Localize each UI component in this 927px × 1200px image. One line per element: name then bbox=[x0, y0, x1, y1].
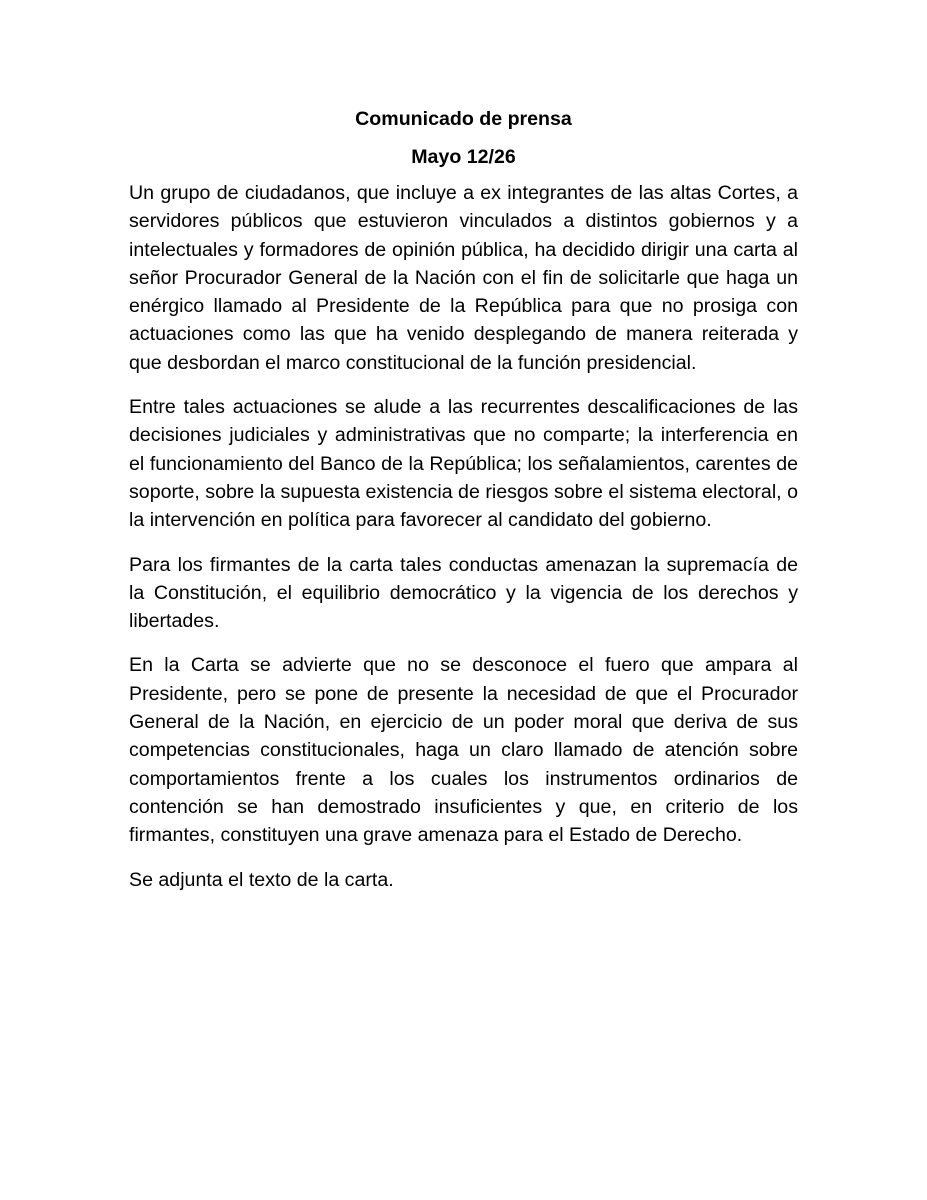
document-title: Comunicado de prensa bbox=[355, 108, 572, 130]
paragraph-2: Entre tales actuaciones se alude a las recurrentes descalificaciones de las decisiones judiciales y administrativas que no comparte; la interferencia en el funcionamiento del Banco de la República; los señalamientos, carentes de soporte, sobre la supuesta existencia de riesgos sobre el sistema electoral, o la intervención en política para favorecer al candidato del gobierno. bbox=[129, 396, 798, 532]
paragraph-4: En la Carta se advierte que no se desconoce el fuero que ampara al Presidente, pero se pone de presente la necesidad de que el Procurador General de la Nación, en ejercicio de un poder moral que deriva de sus competencias constitucionales, haga un claro llamado de atención sobre comportamientos frente a los cuales los instrumentos ordinarios de contención se han demostrado insuficientes y que, en criterio de los firmantes, constituyen una grave amenaza para el Estado de Derecho. bbox=[129, 654, 798, 847]
document-date: Mayo 12/26 bbox=[411, 146, 516, 168]
document-body bbox=[129, 105, 798, 894]
paragraph-3: Para los firmantes de la carta tales conductas amenazan la supremacía de la Constitución, el equilibrio democrático y la vigencia de los derechos y libertades. bbox=[129, 553, 798, 633]
paragraph-5: Se adjunta el texto de la carta. bbox=[129, 868, 394, 891]
paragraph-1: Un grupo de ciudadanos, que incluye a ex integrantes de las altas Cortes, a servidores públicos que estuvieron vinculados a distintos gobiernos y a intelectuales y formadores de opinión pública, ha decidido dirigir una carta al señor Procurador General de la Nación con el fin de solicitarle que haga un enérgico llamado al Presidente de la República para que no prosiga con actuaciones como las que ha venido desplegando de manera reiterada y que desbordan el marco constitucional de la función presidencial. bbox=[129, 182, 798, 374]
